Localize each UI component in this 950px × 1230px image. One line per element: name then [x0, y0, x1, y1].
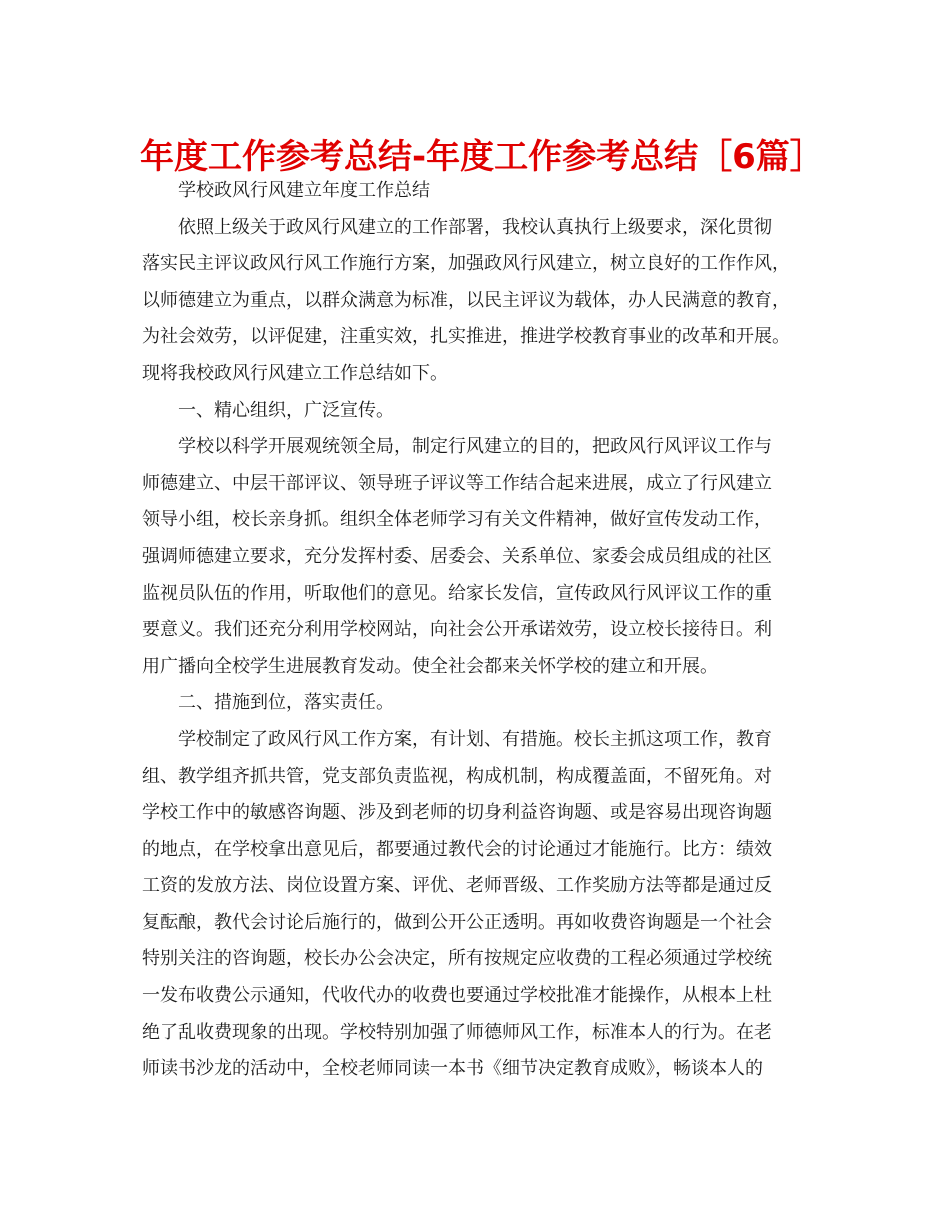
document-body: [142, 173, 810, 1088]
body-line: 以师德建立为重点，以群众满意为标准，以民主评议为载体，办人民满意的教育，: [142, 289, 790, 311]
body-line: 特别关注的咨询题，校长办公会决定，所有按规定应收费的工程必须通过学校统: [142, 948, 772, 970]
body-line: 学校政风行风建立年度工作总结: [178, 180, 430, 201]
body-line: 强调师德建立要求，充分发挥村委、居委会、关系单位、家委会成员组成的社区: [142, 545, 772, 567]
body-line: 领导小组，校长亲身抓。组织全体老师学习有关文件精神，做好宣传发动工作，: [142, 509, 772, 531]
body-line: 的地点，在学校拿出意见后，都要通过教代会的讨论通过才能施行。比方：绩效: [142, 838, 772, 860]
document-title: 年度工作参考总结-年度工作参考总结［6篇］: [140, 137, 824, 177]
body-line: 组、教学组齐抓共管，党支部负责监视，构成机制，构成覆盖面，不留死角。对: [142, 765, 772, 787]
body-line: 依照上级关于政风行风建立的工作部署，我校认真执行上级要求，深化贯彻: [178, 216, 772, 238]
body-line: 学校制定了政风行风工作方案，有计划、有措施。校长主抓这项工作，教育: [178, 728, 772, 750]
body-line: 师德建立、中层干部评议、领导班子评议等工作结合起来进展，成立了行风建立: [142, 472, 772, 494]
body-line: 学校以科学开展观统领全局，制定行风建立的目的，把政风行风评议工作与: [178, 436, 772, 458]
body-line: 学校工作中的敏感咨询题、涉及到老师的切身利益咨询题、或是容易出现咨询题: [142, 802, 772, 824]
body-line: 要意义。我们还充分利用学校网站，向社会公开承诺效劳，设立校长接待日。利: [142, 619, 772, 641]
body-line: 绝了乱收费现象的出现。学校特别加强了师德师风工作，标准本人的行为。在老: [142, 1021, 772, 1043]
body-line: 一发布收费公示通知，代收代办的收费也要通过学校批准才能操作，从根本上杜: [142, 985, 772, 1007]
body-line: 用广播向全校学生进展教育发动。使全社会都来关怀学校的建立和开展。: [142, 655, 718, 677]
body-line: 落实民主评议政风行风工作施行方案，加强政风行风建立，树立良好的工作作风，: [142, 253, 790, 275]
body-line: 监视员队伍的作用，听取他们的意见。给家长发信，宣传政风行风评议工作的重: [142, 582, 772, 604]
body-line: 二、措施到位，落实责任。: [178, 692, 394, 714]
body-line: 现将我校政风行风建立工作总结如下。: [142, 362, 448, 384]
body-line: 工资的发放方法、岗位设置方案、评优、老师晋级、工作奖励方法等都是通过反: [142, 875, 772, 897]
body-line: 为社会效劳，以评促建，注重实效，扎实推进，推进学校教育事业的改革和开展。: [142, 326, 790, 348]
body-line: 一、精心组织，广泛宣传。: [178, 399, 394, 421]
body-line: 师读书沙龙的活动中，全校老师同读一本书《细节决定教育成败》，畅谈本人的: [142, 1058, 763, 1080]
body-line: 复酝酿，教代会讨论后施行的，做到公开公正透明。再如收费咨询题是一个社会: [142, 911, 772, 933]
